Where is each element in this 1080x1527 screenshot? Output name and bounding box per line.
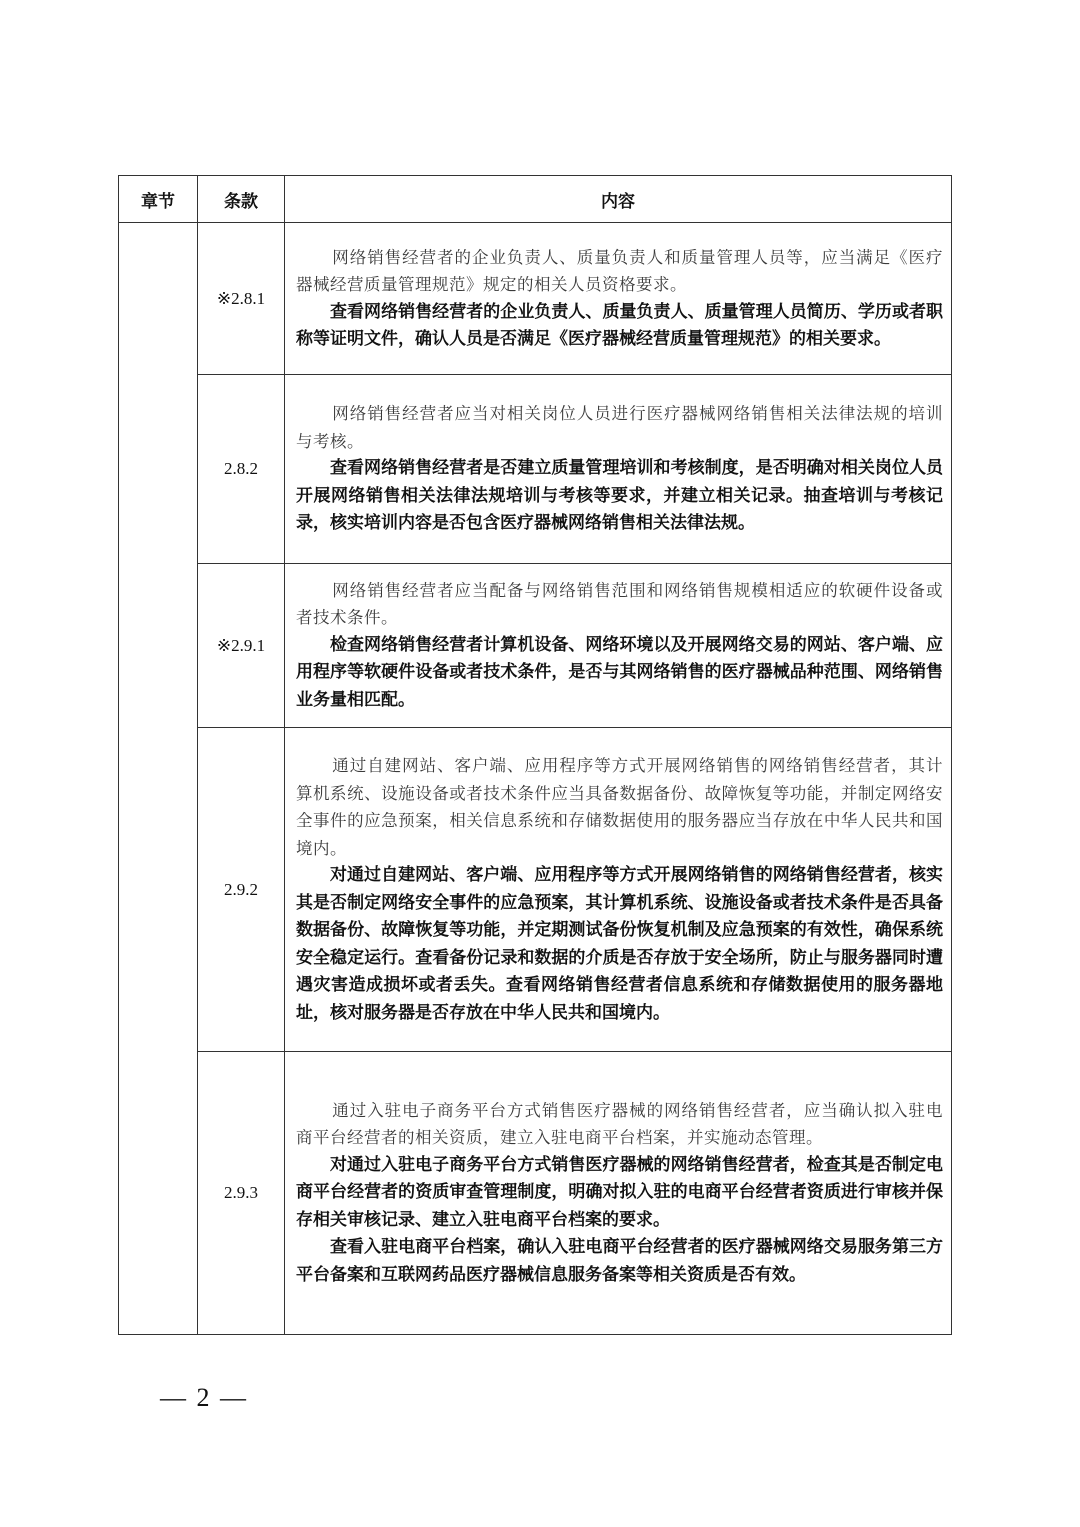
clause-number: 2.9.3: [198, 1052, 285, 1335]
table-row: [119, 1052, 952, 1335]
content-cell: [285, 564, 952, 728]
clause-header: 条款: [198, 176, 285, 223]
table-header-row: [119, 176, 952, 223]
table-row: [119, 728, 952, 1052]
clause-number: ※2.8.1: [198, 223, 285, 375]
content-cell: [285, 728, 952, 1052]
clause-number: 2.8.2: [198, 375, 285, 564]
clause-number: 2.9.2: [198, 728, 285, 1052]
requirement-text: 网络销售经营者应当对相关岗位人员进行医疗器械网络销售相关法律法规的培训与考核。: [296, 404, 943, 451]
content-cell: [285, 1052, 952, 1335]
check-text: 对通过自建网站、客户端、应用程序等方式开展网络销售的网络销售经营者，核实其是否制定网络安全事件的应急预案，其计算机系统、设施设备或者技术条件是否具备数据备份、故障恢复等功能，并定期测试备份恢复机制及应急预案的有效性，确保系统安全稳定运行。查看备份记录和数据的介质是否存放于安全场所，防止与服务器同时遭遇灾害造成损坏或者丢失。查看网络销售经营者信息系统和存储数据使用的服务器地址，核对服务器是否存放在中华人民共和国境内。: [296, 865, 943, 1023]
requirement-text: 网络销售经营者应当配备与网络销售范围和网络销售规模相适应的软硬件设备或者技术条件。: [296, 580, 943, 628]
chapter-header: 章节: [119, 176, 198, 223]
check-text: 查看入驻电商平台档案，确认入驻电商平台经营者的医疗器械网络交易服务第三方平台备案和互联网药品医疗器械信息服务备案等相关资质是否有效。: [296, 1237, 943, 1285]
clause-number: ※2.9.1: [198, 564, 285, 728]
table-row: [119, 223, 952, 375]
check-text: 检查网络销售经营者计算机设备、网络环境以及开展网络交易的网站、客户端、应用程序等软硬件设备或者技术条件，是否与其网络销售的医疗器械品种范围、网络销售业务量相匹配。: [296, 634, 943, 710]
content-header: 内容: [285, 176, 952, 223]
check-text: 查看网络销售经营者是否建立质量管理培训和考核制度，是否明确对相关岗位人员开展网络销售相关法律法规培训与考核等要求，并建立相关记录。抽查培训与考核记录，核实培训内容是否包含医疗器械网络销售相关法律法规。: [296, 458, 943, 534]
check-text: 对通过入驻电子商务平台方式销售医疗器械的网络销售经营者，检查其是否制定电商平台经营者的资质审查管理制度，明确对拟入驻的电商平台经营者资质进行审核并保存相关审核记录、建立入驻电商平台档案的要求。: [296, 1154, 943, 1230]
requirement-text: 网络销售经营者的企业负责人、质量负责人和质量管理人员等，应当满足《医疗器械经营质量管理规范》规定的相关人员资格要求。: [296, 247, 943, 294]
content-cell: [285, 375, 952, 564]
table-row: [119, 375, 952, 564]
requirement-text: 通过自建网站、客户端、应用程序等方式开展网络销售的网络销售经营者，其计算机系统、设施设备或者技术条件应当具备数据备份、故障恢复等功能，并制定网络安全事件的应急预案，相关信息系统和存储数据使用的服务器应当存放在中华人民共和国境内。: [296, 756, 943, 858]
inspection-table: [118, 175, 952, 1335]
content-cell: [285, 223, 952, 375]
chapter-cell: [119, 223, 198, 1335]
page-number: — 2 —: [160, 1383, 248, 1412]
check-text: 查看网络销售经营者的企业负责人、质量负责人、质量管理人员简历、学历或者职称等证明文件，确认人员是否满足《医疗器械经营质量管理规范》的相关要求。: [296, 301, 943, 349]
requirement-text: 通过入驻电子商务平台方式销售医疗器械的网络销售经营者，应当确认拟入驻电商平台经营者的相关资质，建立入驻电商平台档案，并实施动态管理。: [296, 1100, 943, 1148]
table-row: [119, 564, 952, 728]
